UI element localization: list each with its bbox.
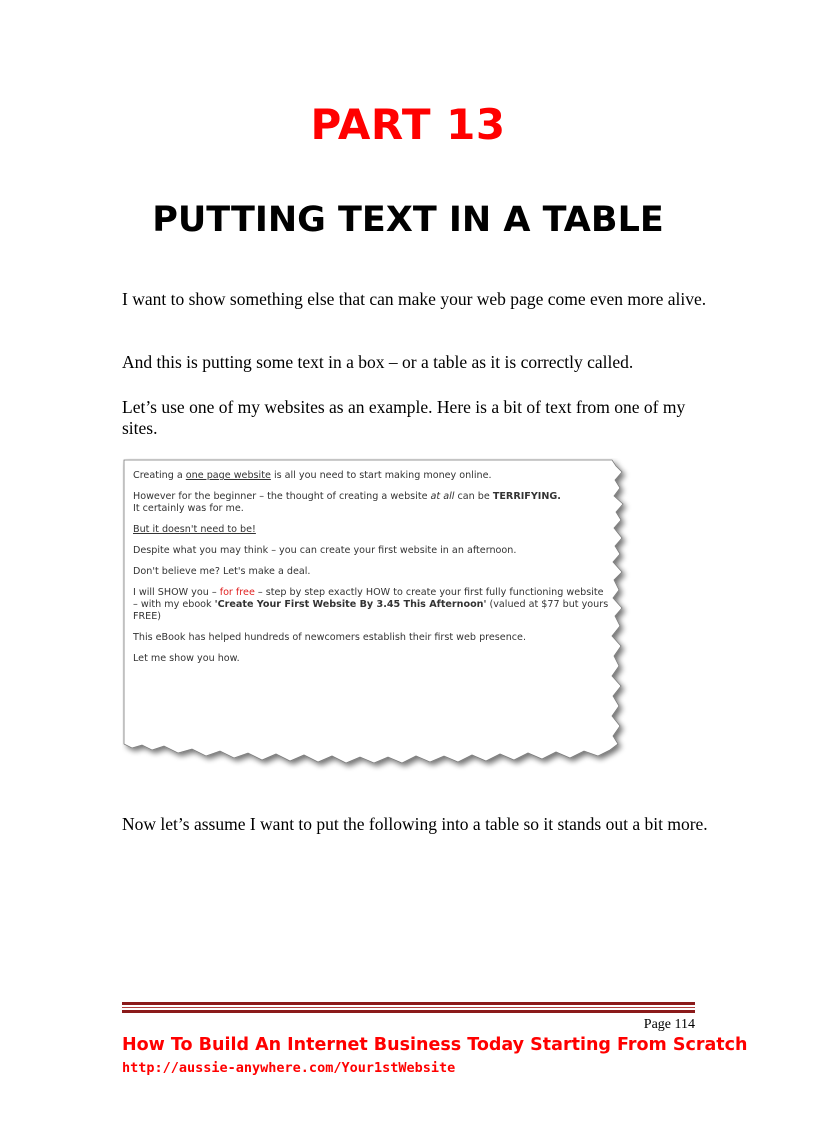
screenshot-line: This eBook has helped hundreds of newcomers establish their first web presence. — [133, 632, 526, 643]
section-title: PUTTING TEXT IN A TABLE — [152, 200, 664, 240]
screenshot-line: But it doesn't need to be! — [133, 524, 256, 535]
screenshot-line: However for the beginner – the thought of creating a website at all can be TERRIFYING. It certainly was for me. — [133, 491, 561, 514]
footer-rule — [122, 1002, 695, 1005]
screenshot-text — [133, 470, 611, 674]
screenshot-line: Don't believe me? Let's make a deal. — [133, 566, 311, 577]
one-page-website-link: one page website — [185, 470, 271, 481]
footer-rule — [122, 1010, 695, 1013]
page-number: Page 114 — [643, 1017, 695, 1032]
screenshot-line: Let me show you how. — [133, 653, 240, 664]
screenshot-line: I will SHOW you – for free – step by step exactly HOW to create your first fully functioning website – with my ebook 'Create Your First Website By 3.45 This Afternoon' (valued at $77 but yours FREE) — [133, 587, 609, 622]
footer-url-link[interactable]: http://aussie-anywhere.com/Your1stWebsite — [122, 1060, 456, 1076]
table-intro-paragraph: And this is putting some text in a box – or a table as it is correctly called. — [122, 352, 634, 372]
website-text-screenshot — [122, 458, 642, 778]
table-assumption-paragraph: Now let’s assume I want to put the following into a table so it stands out a bit more. — [122, 814, 708, 834]
screenshot-line: Creating a one page website is all you need to start making money online. — [133, 470, 492, 481]
intro-paragraph: I want to show something else that can make your web page come even more alive. — [122, 289, 707, 309]
part-title: PART 13 — [310, 100, 506, 149]
example-intro-paragraph: Let’s use one of my websites as an example. Here is a bit of text from one of my sites. — [122, 397, 686, 438]
footer-book-title: How To Build An Internet Business Today Starting From Scratch — [122, 1035, 748, 1055]
screenshot-line: Despite what you may think – you can create your first website in an afternoon. — [133, 545, 517, 556]
footer-rule — [122, 1007, 695, 1008]
